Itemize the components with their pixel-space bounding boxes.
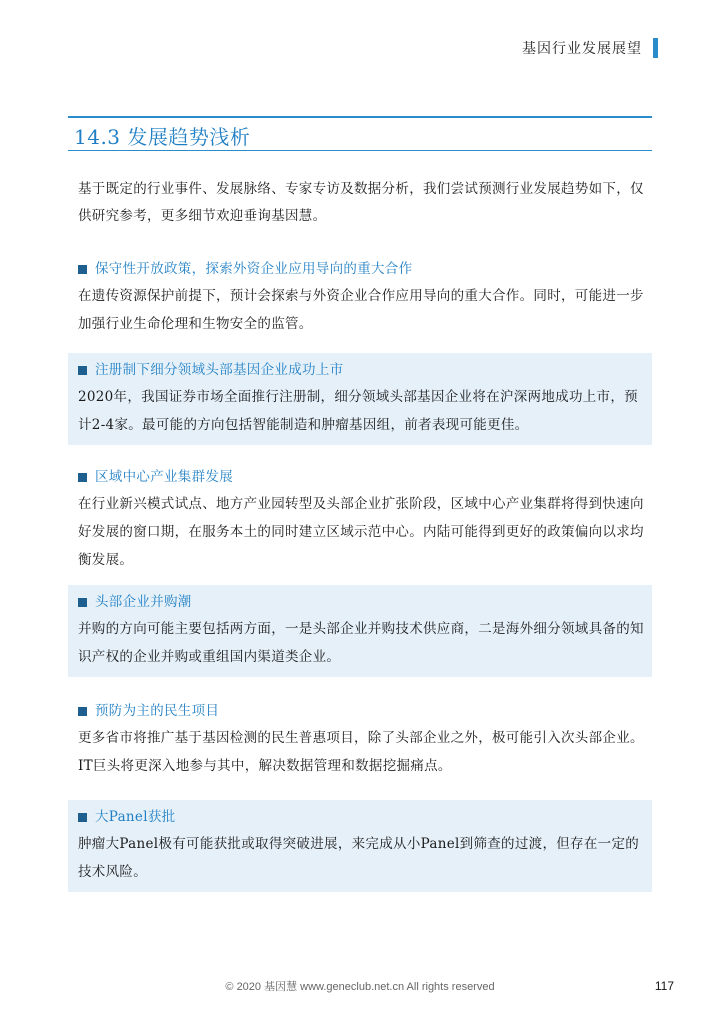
running-header-title: 基因行业发展展望 xyxy=(522,41,642,57)
header-accent-bar xyxy=(653,38,658,58)
trend-heading xyxy=(78,589,644,615)
trend-heading-text: 保守性开放政策，探索外资企业应用导向的重大合作 xyxy=(95,261,413,277)
trend-heading xyxy=(78,357,644,383)
trend-block-ipo xyxy=(68,353,652,445)
trend-heading-text: 注册制下细分领域头部基因企业成功上市 xyxy=(95,362,344,378)
trend-body: 在遗传资源保护前提下，预计会探索与外资企业合作应用导向的重大合作。同时，可能进一步加强行业生命伦理和生物安全的监管。 xyxy=(78,288,644,332)
trend-block-public-health xyxy=(68,694,652,786)
trend-body: 并购的方向可能主要包括两方面，一是头部企业并购技术供应商，二是海外细分领域具备的知识产权的企业并购或重组国内渠道类企业。 xyxy=(78,621,644,665)
square-bullet-icon xyxy=(78,473,87,482)
section-rule-bottom xyxy=(68,150,652,151)
section-title: 14.3 发展趋势浅析 xyxy=(74,125,251,149)
trend-heading xyxy=(78,698,644,724)
trend-body: 2020年，我国证券市场全面推行注册制，细分领域头部基因企业将在沪深两地成功上市，预计2-4家。最可能的方向包括智能制造和肿瘤基因组，前者表现可能更佳。 xyxy=(78,389,638,433)
intro-paragraph: 基于既定的行业事件、发展脉络、专家专访及数据分析，我们尝试预测行业发展趋势如下，仅供研究参考，更多细节欢迎垂询基因慧。 xyxy=(78,181,644,224)
trend-heading xyxy=(78,256,644,282)
square-bullet-icon xyxy=(78,598,87,607)
trend-block-large-panel xyxy=(68,800,652,892)
trend-heading-text: 头部企业并购潮 xyxy=(95,594,192,610)
trend-block-mergers xyxy=(68,585,652,677)
trend-block-cluster xyxy=(68,460,652,580)
square-bullet-icon xyxy=(78,707,87,716)
trend-body: 肿瘤大Panel极有可能获批或取得突破进展，来完成从小Panel到筛查的过渡，但存在一定的技术风险。 xyxy=(78,836,640,880)
trend-heading-text: 区域中心产业集群发展 xyxy=(95,469,233,485)
square-bullet-icon xyxy=(78,366,87,375)
footer-copyright: © 2020 基因慧 www.geneclub.net.cn All rights reserved xyxy=(225,981,495,993)
square-bullet-icon xyxy=(78,265,87,274)
square-bullet-icon xyxy=(78,813,87,822)
section-rule-top xyxy=(68,116,652,118)
trend-block-policy xyxy=(68,252,652,344)
trend-heading-text: 预防为主的民生项目 xyxy=(95,703,220,719)
trend-body: 在行业新兴模式试点、地方产业园转型及头部企业扩张阶段，区域中心产业集群将得到快速向好发展的窗口期，在服务本土的同时建立区域示范中心。内陆可能得到更好的政策偏向以求均衡发展。 xyxy=(78,496,644,568)
page-number: 117 xyxy=(654,979,674,993)
trend-body: 更多省市将推广基于基因检测的民生普惠项目，除了头部企业之外，极可能引入次头部企业。IT巨头将更深入地参与其中，解决数据管理和数据挖掘痛点。 xyxy=(78,730,644,774)
trend-heading xyxy=(78,804,644,830)
trend-heading-text: 大Panel获批 xyxy=(95,809,176,825)
trend-heading xyxy=(78,464,644,490)
